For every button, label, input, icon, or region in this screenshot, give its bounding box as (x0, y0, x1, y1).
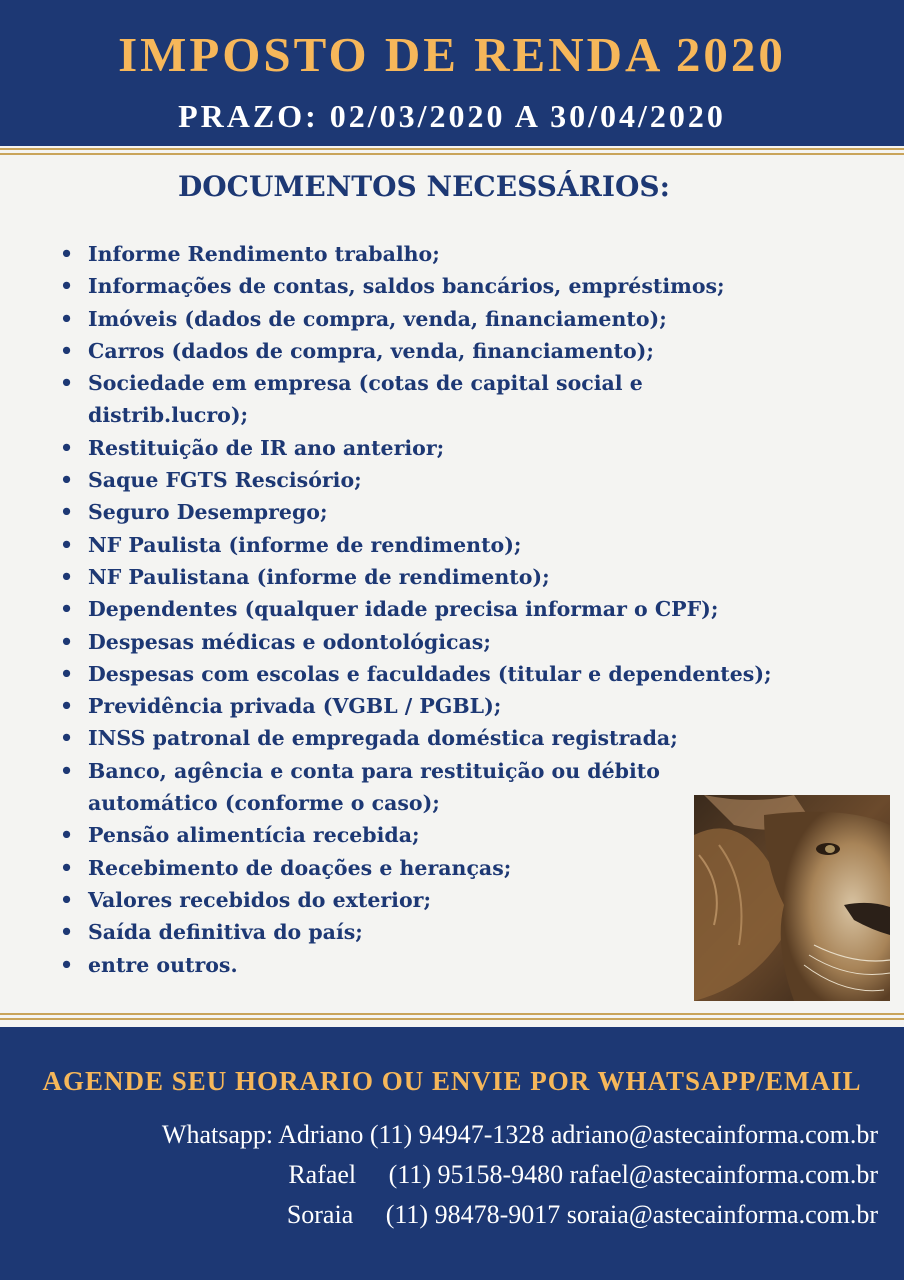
bullet-icon: • (60, 338, 74, 363)
divider-line-bottom-2 (0, 1018, 904, 1020)
bullet-icon: • (60, 887, 74, 912)
list-item-text: Informações de contas, saldos bancários, empréstimos; (88, 274, 725, 299)
bullet-icon: • (60, 629, 74, 654)
section-title: DOCUMENTOS NECESSÁRIOS: (178, 170, 670, 203)
bullet-icon: • (60, 435, 74, 460)
list-item-text: INSS patronal de empregada doméstica registrada; (88, 726, 678, 751)
list-item-text: Pensão alimentícia recebida; (88, 823, 420, 848)
list-item (60, 432, 850, 464)
list-item (60, 593, 850, 625)
divider-line-top-1 (0, 148, 904, 150)
contact-line-rafael: Rafael (11) 95158-9480 rafael@astecainforma.com.br (288, 1160, 878, 1189)
list-item (60, 303, 850, 335)
bullet-icon: • (60, 500, 74, 525)
list-item (60, 270, 850, 302)
list-item (60, 658, 850, 690)
bullet-icon: • (60, 274, 74, 299)
list-item (60, 367, 698, 432)
list-item-text: NF Paulistana (informe de rendimento); (88, 564, 550, 589)
list-item (60, 335, 850, 367)
list-item (60, 690, 850, 722)
footer-banner (0, 1027, 904, 1280)
bullet-icon: • (60, 823, 74, 848)
lion-image (694, 795, 890, 1001)
list-item-text: Imóveis (dados de compra, venda, financiamento); (88, 306, 667, 331)
bullet-icon: • (60, 532, 74, 557)
list-item-text: Despesas com escolas e faculdades (titular e dependentes); (88, 661, 772, 686)
list-item-text: Saque FGTS Rescisório; (88, 468, 362, 493)
list-item-text: Banco, agência e conta para restituição ou débito automático (conforme o caso); (88, 758, 660, 816)
divider-line-top-2 (0, 153, 904, 155)
bullet-icon: • (60, 661, 74, 686)
list-item-text: Valores recebidos do exterior; (88, 887, 432, 912)
bullet-icon: • (60, 855, 74, 880)
divider-line-bottom-1 (0, 1013, 904, 1015)
bullet-icon: • (60, 758, 74, 783)
bullet-icon: • (60, 726, 74, 751)
bullet-icon: • (60, 564, 74, 589)
bullet-icon: • (60, 694, 74, 719)
list-item-text: Recebimento de doações e heranças; (88, 855, 512, 880)
list-item (60, 238, 850, 270)
page-title: IMPOSTO DE RENDA 2020 (118, 27, 786, 82)
list-item-text: Restituição de IR ano anterior; (88, 435, 445, 460)
list-item-text: Carros (dados de compra, venda, financiamento); (88, 338, 654, 363)
list-item-text: entre outros. (88, 952, 238, 977)
bullet-icon: • (60, 597, 74, 622)
bullet-icon: • (60, 952, 74, 977)
list-item-text: Dependentes (qualquer idade precisa informar o CPF); (88, 597, 719, 622)
list-item-text: Saída definitiva do país; (88, 920, 363, 945)
list-item (60, 755, 718, 820)
list-item (60, 561, 850, 593)
bullet-icon: • (60, 468, 74, 493)
list-item (60, 496, 850, 528)
list-item-text: NF Paulista (informe de rendimento); (88, 532, 522, 557)
lion-illustration (694, 795, 890, 1001)
list-item (60, 626, 850, 658)
bullet-icon: • (60, 306, 74, 331)
list-item (60, 722, 850, 754)
list-item (60, 529, 850, 561)
bullet-icon: • (60, 920, 74, 945)
contact-line-soraia: Soraia (11) 98478-9017 soraia@astecainforma.com.br (286, 1200, 878, 1229)
list-item-text: Sociedade em empresa (cotas de capital social e distrib.lucro); (88, 371, 643, 428)
list-item-text: Seguro Desemprego; (88, 500, 328, 525)
deadline-text: PRAZO: 02/03/2020 A 30/04/2020 (178, 98, 726, 134)
list-item-text: Previdência privada (VGBL / PGBL); (88, 694, 502, 719)
list-item (60, 464, 850, 496)
contact-line-adriano: Whatsapp: Adriano (11) 94947-1328 adriano@astecainforma.com.br (161, 1120, 878, 1149)
list-item-text: Despesas médicas e odontológicas; (88, 629, 491, 654)
list-item-text: Informe Rendimento trabalho; (88, 242, 440, 266)
bullet-icon: • (60, 242, 74, 266)
bullet-icon: • (60, 371, 74, 396)
call-to-action: AGENDE SEU HORARIO OU ENVIE POR WHATSAPP/EMAIL (42, 1066, 862, 1096)
